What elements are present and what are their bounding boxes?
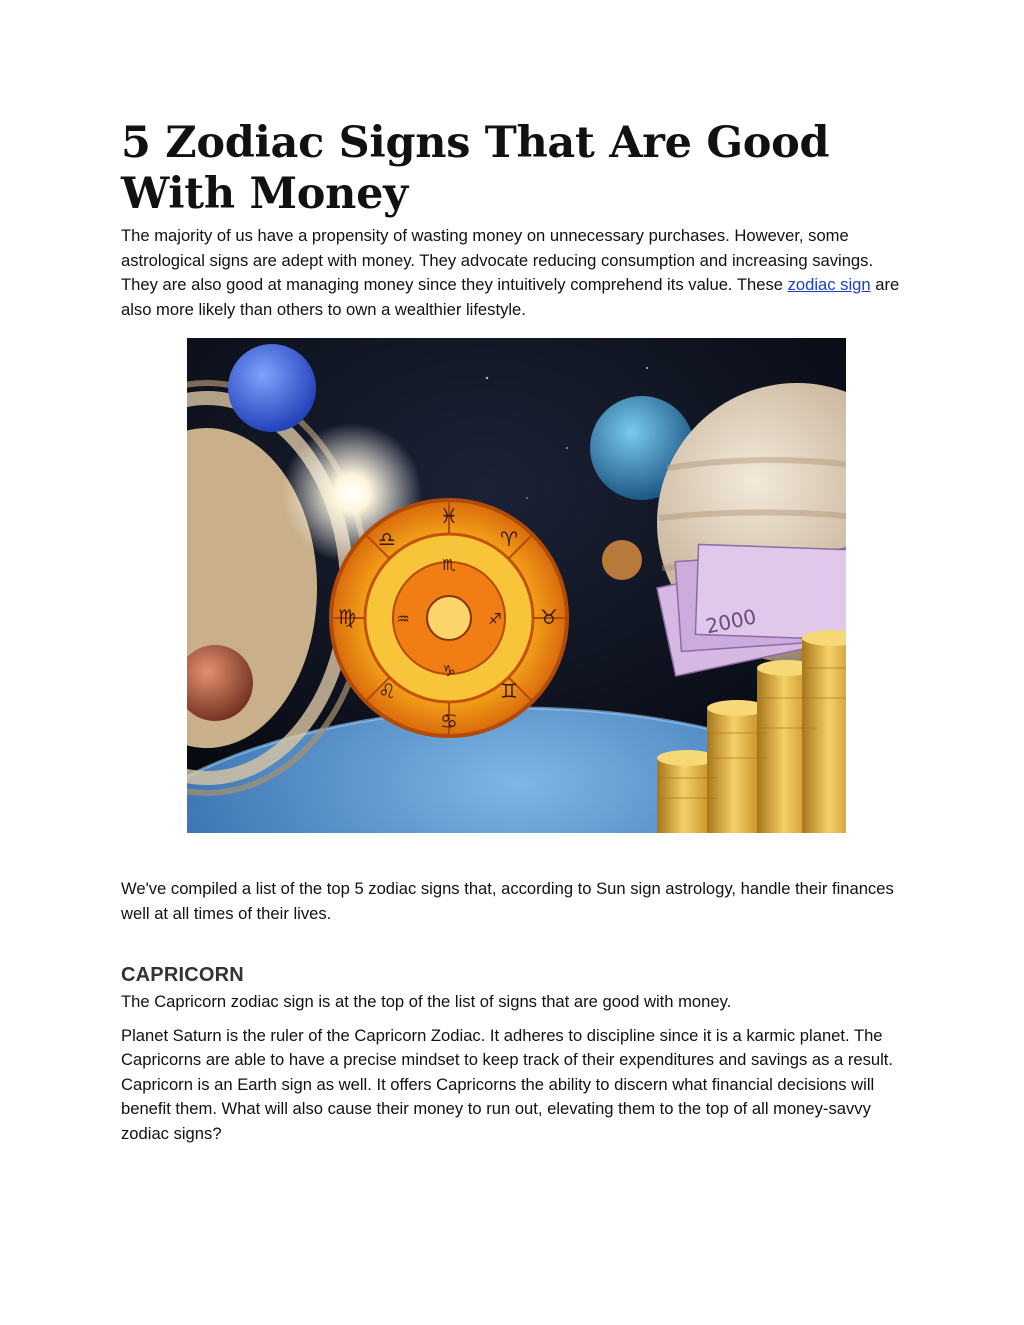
svg-text:♌: ♌ bbox=[378, 679, 396, 703]
intro-text-start: The majority of us have a propensity of wasting money on unnecessary purchases. However, some astrological signs are adept with money. They advocate reducing consumption and increasing savings. They are also good at managing money since they intuitively comprehend its value. These bbox=[121, 226, 874, 294]
svg-text:♎: ♎ bbox=[378, 527, 396, 551]
banknote-value-label: 2000 bbox=[703, 604, 759, 639]
svg-text:♓: ♓ bbox=[440, 504, 458, 528]
section-heading: CAPRICORN bbox=[121, 964, 244, 986]
svg-text:♋: ♋ bbox=[440, 709, 458, 733]
svg-text:♊: ♊ bbox=[500, 679, 518, 703]
svg-text:♈: ♈ bbox=[500, 527, 518, 551]
svg-text:♏: ♏ bbox=[442, 556, 456, 574]
list-intro-paragraph: We've compiled a list of the top 5 zodiac signs that, according to Sun sign astrology, handle their finances well at all times of their lives. bbox=[121, 879, 894, 923]
list-intro bbox=[121, 877, 906, 926]
page-title: 5 Zodiac Signs That Are Good With Money bbox=[121, 118, 830, 219]
capricorn-section bbox=[121, 962, 906, 1146]
hero-image bbox=[187, 338, 846, 833]
section-summary: The Capricorn zodiac sign is at the top of the list of signs that are good with money. bbox=[121, 992, 732, 1011]
svg-text:♑: ♑ bbox=[442, 662, 456, 680]
svg-text:♉: ♉ bbox=[540, 605, 558, 629]
svg-text:♒: ♒ bbox=[396, 610, 410, 628]
zodiac-sign-link[interactable]: zodiac sign bbox=[787, 275, 871, 294]
intro-paragraph bbox=[121, 224, 906, 322]
svg-text:♍: ♍ bbox=[338, 605, 356, 629]
zodiac-money-illustration-icon bbox=[187, 338, 846, 833]
article-header bbox=[121, 118, 906, 322]
section-body: Planet Saturn is the ruler of the Capricorn Zodiac. It adheres to discipline since it is a karmic planet. The Capricorns are able to have a precise mindset to keep track of their expenditures and savings as a result. Capricorn is an Earth sign as well. It offers Capricorns the ability to discern what financial decisions will benefit them. What will also cause their money to run out, elevating them to the top of all money-savvy zodiac signs? bbox=[121, 1025, 894, 1143]
intro-text-end: are also more likely than others to own a wealthier lifestyle. bbox=[121, 275, 900, 319]
svg-text:♐: ♐ bbox=[488, 610, 502, 628]
